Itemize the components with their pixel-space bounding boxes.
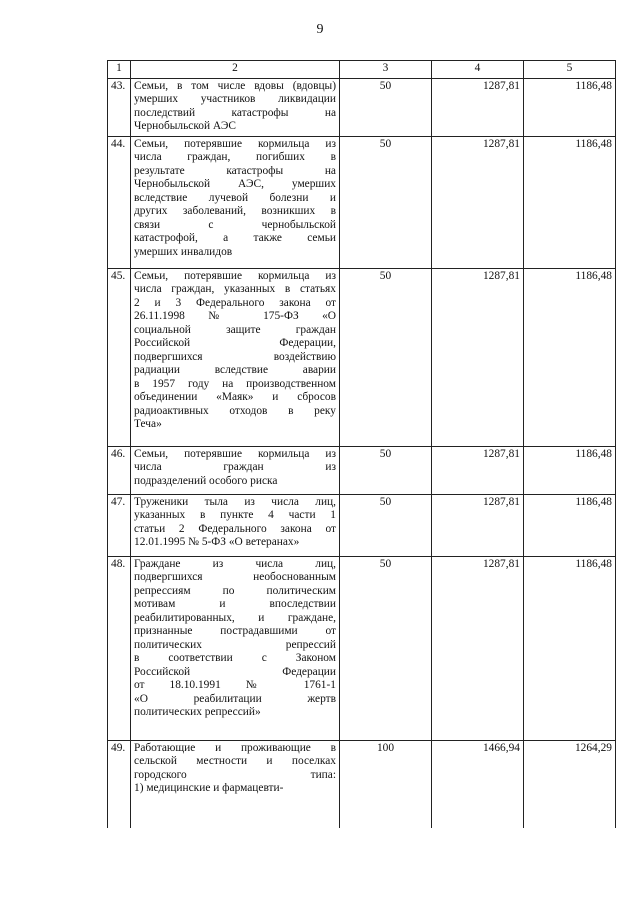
- description-line: мотивам и впоследствии: [134, 598, 336, 610]
- header-col-2: 2: [131, 61, 340, 79]
- value-col-4: 1287,81: [432, 556, 524, 740]
- value-col-5: 1186,48: [524, 446, 616, 494]
- description-line: репрессиям по политическим: [134, 584, 336, 597]
- table-row: [108, 268, 616, 446]
- value-col-4: 1287,81: [432, 446, 524, 494]
- value-col-3: 50: [340, 268, 432, 446]
- description-line: последствий катастрофы на: [134, 106, 336, 119]
- description-line: сельской местности и поселках: [134, 755, 336, 767]
- value-col-3: 50: [340, 78, 432, 136]
- description-line: числа граждан из: [134, 461, 336, 473]
- row-description: [131, 446, 340, 494]
- row-number: 45.: [108, 268, 131, 446]
- value-col-4: 1287,81: [432, 268, 524, 446]
- description-line: радиации вследствие аварии: [134, 364, 336, 376]
- row-description: [131, 740, 340, 828]
- description-line: Чернобыльской АЭС: [134, 120, 236, 132]
- row-number: 47.: [108, 494, 131, 556]
- header-col-3: 3: [340, 61, 432, 79]
- description-line: умерших участников ликвидации: [134, 93, 336, 105]
- header-col-4: 4: [432, 61, 524, 79]
- table-row: [108, 740, 616, 828]
- description-line: Российской Федерации: [134, 665, 336, 678]
- description-line: подвергшихся необоснованным: [134, 571, 336, 583]
- table-row: [108, 78, 616, 136]
- description-line: объединении «Маяк» и сбросов: [134, 391, 336, 403]
- description-line: от 18.10.1991 № 1761-1: [134, 679, 336, 691]
- description-line: признанные пострадавшими от: [134, 625, 336, 637]
- description-line: реабилитированных, и граждане,: [134, 611, 336, 624]
- value-col-5: 1264,29: [524, 740, 616, 828]
- row-number: 43.: [108, 78, 131, 136]
- description-line: Работающие и проживающие в: [134, 741, 336, 754]
- description-line: Теча»: [134, 418, 162, 430]
- description-line: политических репрессий: [134, 638, 336, 651]
- value-col-3: 50: [340, 494, 432, 556]
- table-header-row: [108, 61, 616, 79]
- row-description: [131, 268, 340, 446]
- value-col-5: 1186,48: [524, 556, 616, 740]
- row-description: [131, 78, 340, 136]
- description-line: подвергшихся воздействию: [134, 350, 336, 363]
- description-line: 2 и 3 Федерального закона от: [134, 296, 336, 309]
- description-line: числа граждан, погибших в: [134, 151, 336, 163]
- description-line: Семьи, потерявшие кормильца из: [134, 137, 336, 150]
- description-line: Семьи, потерявшие кормильца из: [134, 447, 336, 460]
- description-line: городского типа:: [134, 768, 336, 781]
- description-line: Семьи, потерявшие кормильца из: [134, 269, 336, 282]
- description-line: социальной защите граждан: [134, 323, 336, 336]
- description-line: подразделений особого риска: [134, 474, 278, 487]
- description-line: в соответствии с Законом: [134, 652, 336, 664]
- table-row: [108, 556, 616, 740]
- description-line: Труженики тыла из числа лиц,: [134, 495, 336, 508]
- description-line: Семьи, в том числе вдовы (вдовцы): [134, 79, 336, 92]
- description-line: в 1957 году на производственном: [134, 377, 336, 390]
- description-line: 1) медицинские и фармацевти-: [134, 782, 284, 794]
- table-row: [108, 494, 616, 556]
- row-description: [131, 556, 340, 740]
- row-number: 44.: [108, 136, 131, 268]
- description-line: связи с чернобыльской: [134, 218, 336, 231]
- description-line: статьи 2 Федерального закона от: [134, 522, 336, 535]
- description-line: Чернобыльской АЭС, умерших: [134, 178, 336, 190]
- value-col-3: 50: [340, 556, 432, 740]
- description-line: Граждане из числа лиц,: [134, 557, 336, 570]
- table-row: [108, 136, 616, 268]
- value-col-3: 50: [340, 446, 432, 494]
- row-description: [131, 494, 340, 556]
- description-line: вследствие лучевой болезни и: [134, 191, 336, 204]
- value-col-5: 1186,48: [524, 136, 616, 268]
- row-number: 49.: [108, 740, 131, 828]
- header-col-1: 1: [108, 61, 131, 79]
- description-line: Российской Федерации,: [134, 337, 336, 349]
- header-col-5: 5: [524, 61, 616, 79]
- description-line: радиоактивных отходов в реку: [134, 404, 336, 417]
- value-col-3: 50: [340, 136, 432, 268]
- row-description: [131, 136, 340, 268]
- description-line: 12.01.1995 № 5-ФЗ «О ветеранах»: [134, 536, 300, 548]
- value-col-4: 1287,81: [432, 78, 524, 136]
- description-line: числа граждан, указанных в статьях: [134, 283, 336, 295]
- value-col-5: 1186,48: [524, 494, 616, 556]
- value-col-3: 100: [340, 740, 432, 828]
- description-line: указанных в пункте 4 части 1: [134, 509, 336, 521]
- description-line: других заболеваний, возникших в: [134, 205, 336, 217]
- value-col-4: 1287,81: [432, 494, 524, 556]
- benefits-table: [107, 60, 616, 828]
- description-line: политических репрессий»: [134, 706, 261, 718]
- value-col-5: 1186,48: [524, 268, 616, 446]
- value-col-4: 1287,81: [432, 136, 524, 268]
- description-line: «О реабилитации жертв: [134, 692, 336, 705]
- description-line: результате катастрофы на: [134, 164, 336, 177]
- value-col-4: 1466,94: [432, 740, 524, 828]
- row-number: 48.: [108, 556, 131, 740]
- page-number: 9: [316, 22, 324, 37]
- description-line: 26.11.1998 № 175-ФЗ «О: [134, 310, 336, 322]
- description-line: катастрофой, а также семьи: [134, 232, 336, 244]
- table-row: [108, 446, 616, 494]
- row-number: 46.: [108, 446, 131, 494]
- value-col-5: 1186,48: [524, 78, 616, 136]
- description-line: умерших инвалидов: [134, 245, 233, 258]
